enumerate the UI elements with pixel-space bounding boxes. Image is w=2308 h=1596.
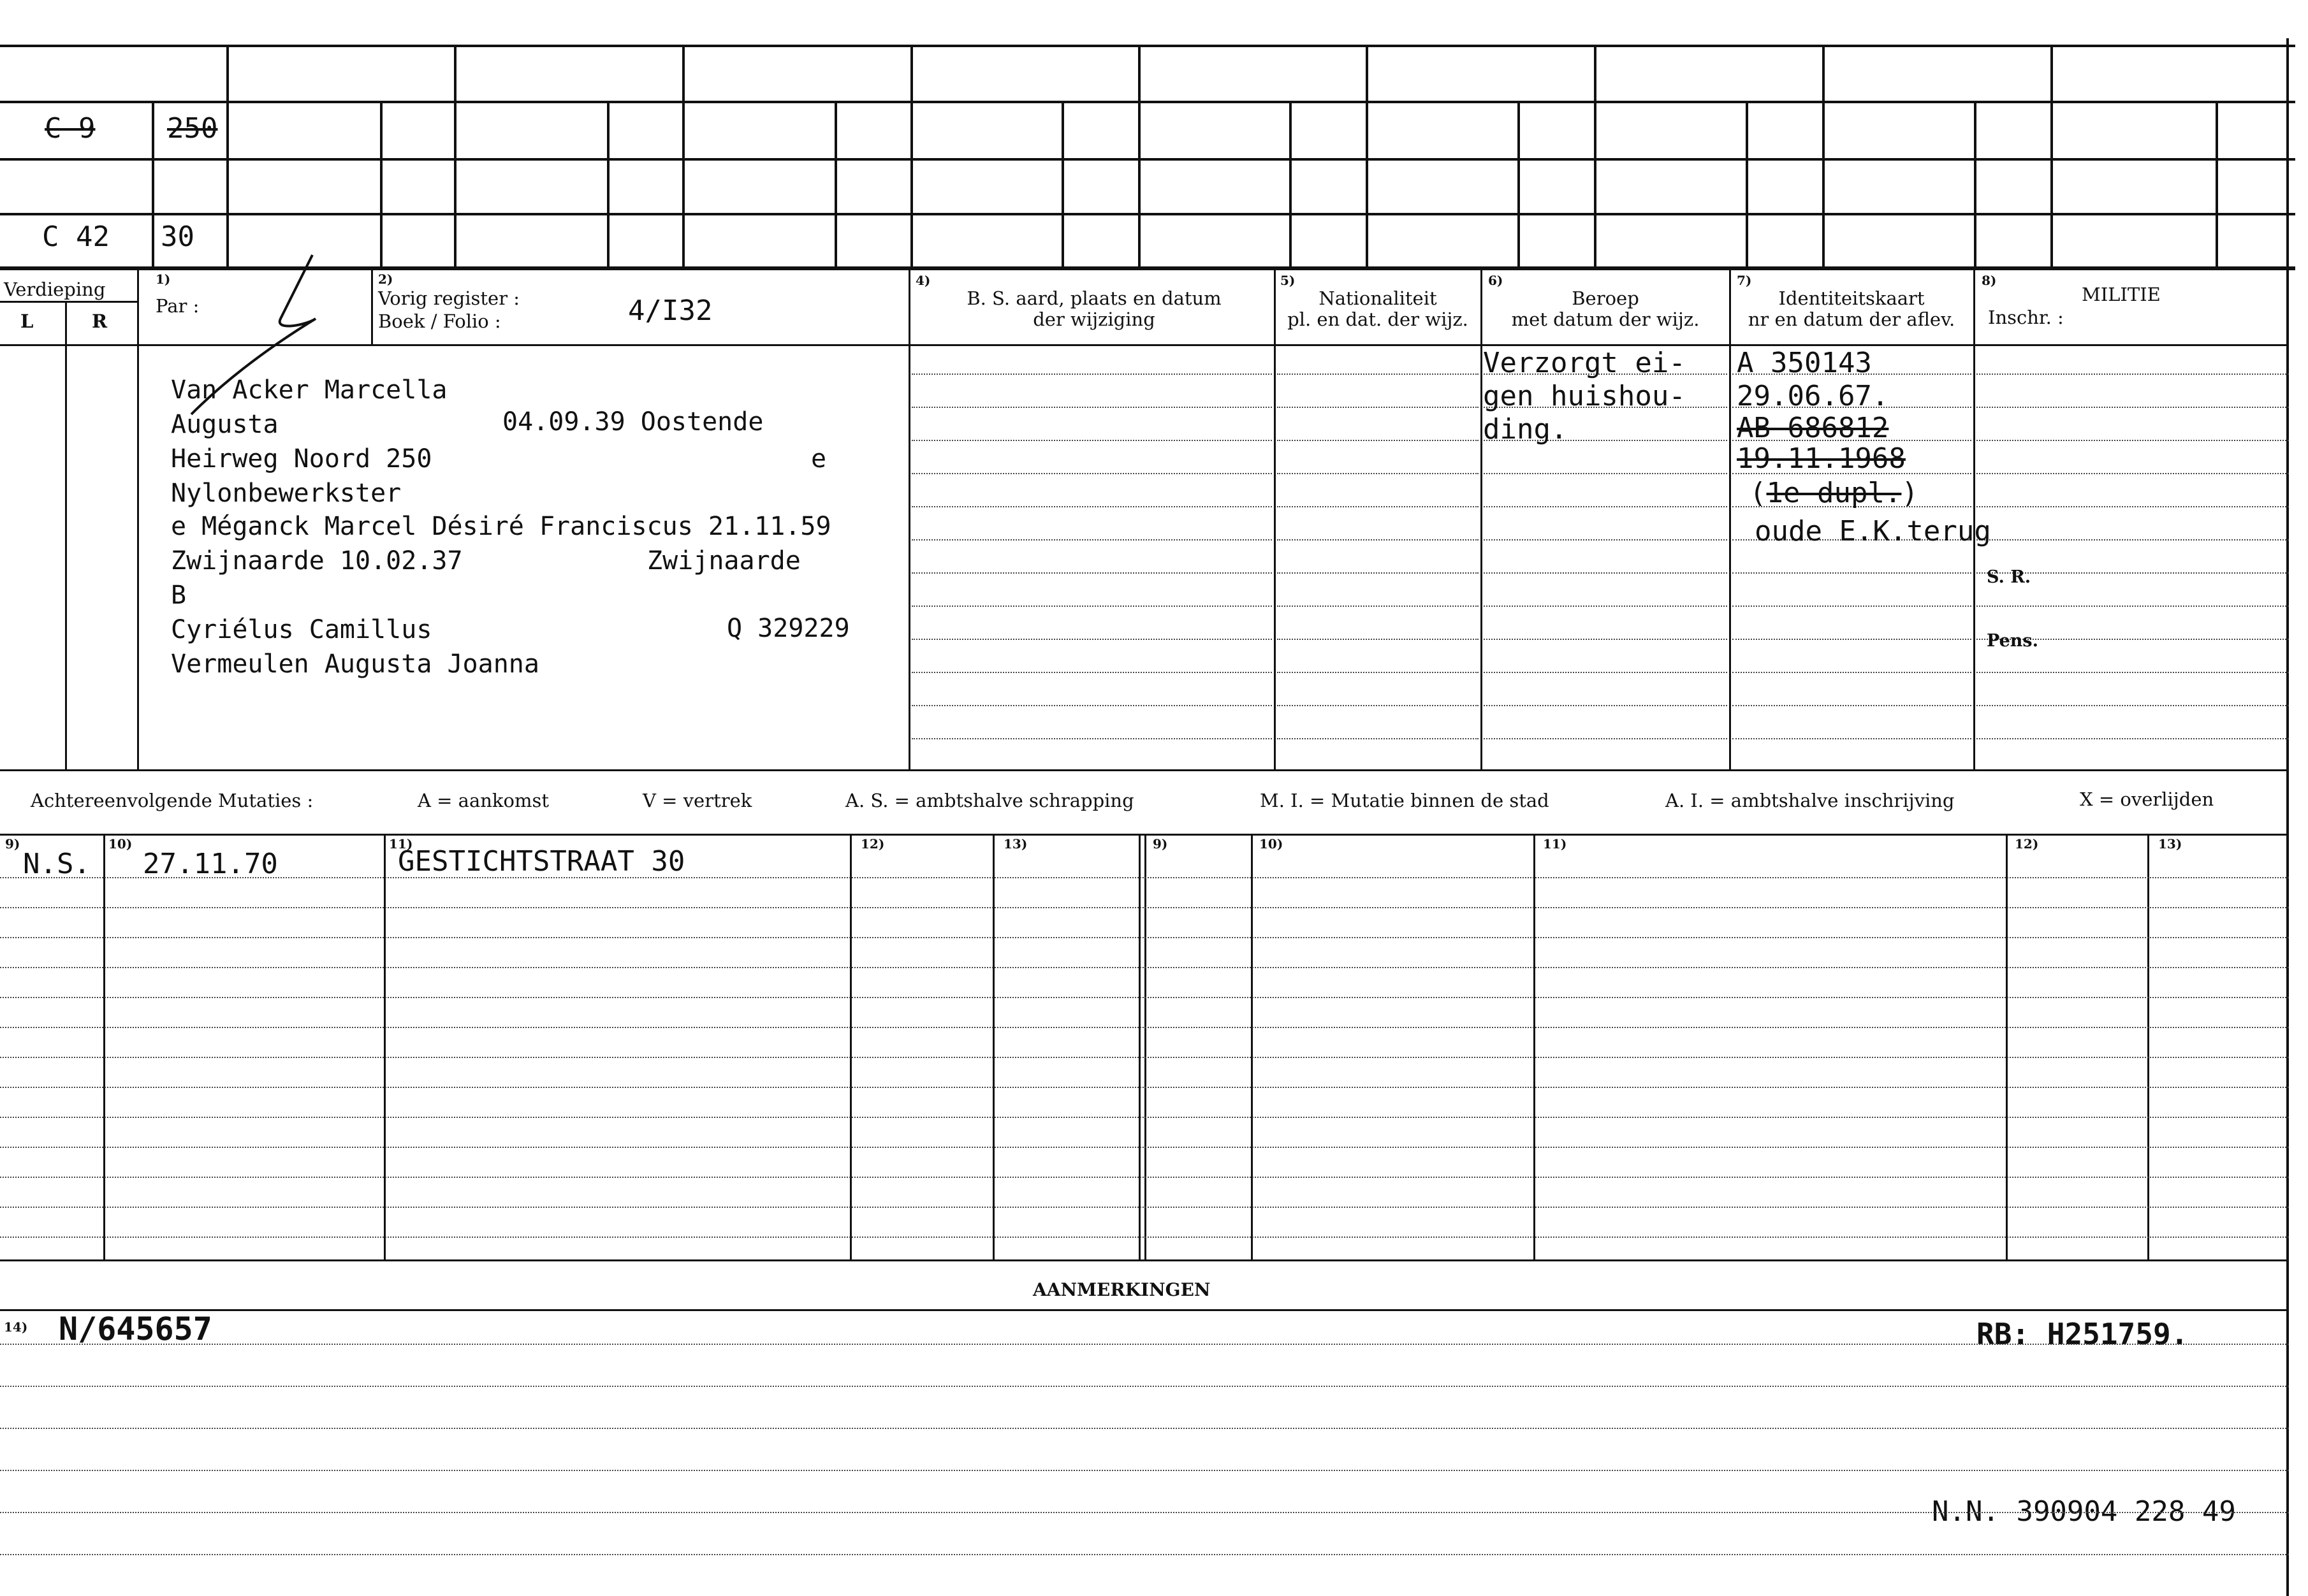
ruling-line: [0, 1428, 2289, 1429]
person-line-9: Vermeulen Augusta Joanna: [171, 649, 539, 679]
mut-col-num: 11): [1543, 836, 1567, 852]
mutaties-top-line: [0, 769, 2289, 771]
mutatie-a: A = aankomst: [418, 790, 550, 811]
bs-header-line1: B. S. aard, plaats en datum: [967, 287, 1222, 309]
mut-col-num: 13): [2158, 836, 2182, 852]
top-code-1: C 9: [45, 112, 96, 145]
person-line-6: Zwijnaarde 10.02.37: [171, 546, 463, 576]
beroep-line-1: Verzorgt ei-: [1483, 347, 1686, 379]
ruling-line: [1277, 539, 1479, 540]
ruling-line: [1976, 606, 2289, 607]
top-grid-vline: [1366, 45, 1368, 268]
mutation-vline: [2147, 834, 2149, 1259]
id-line-3: AB 686812: [1737, 412, 1889, 444]
id-line-6: oude E.K.terug: [1755, 515, 1991, 548]
id-line-5: [1749, 479, 1918, 507]
par-label: Par :: [156, 295, 200, 317]
ruling-line: [1976, 407, 2289, 408]
mutation-grid-bottom: [0, 1259, 2289, 1261]
top-grid-vline: [835, 101, 837, 268]
boek-folio-label: Boek / Folio :: [378, 310, 501, 332]
ruling-line: [912, 440, 1272, 441]
ruling-line: [912, 539, 1272, 540]
header-vline: [1274, 268, 1276, 769]
ruling-line: [1484, 606, 1727, 607]
mut-col-num: 11): [389, 836, 413, 852]
ruling-line: [912, 639, 1272, 640]
col-num-5: 5): [1280, 273, 1296, 288]
identiteitskaart-header: [1730, 288, 1973, 331]
ruling-line: [1732, 639, 1971, 640]
mutation-vline: [1144, 834, 1146, 1259]
nationaliteit-line1: Nationaliteit: [1318, 287, 1437, 309]
bs-header: [916, 288, 1273, 331]
id-line-4: 19.11.1968: [1737, 442, 1906, 475]
ruling-line: [0, 1117, 2289, 1118]
ruling-line: [0, 877, 2289, 878]
ruling-line: [0, 1147, 2289, 1148]
top-grid-vline: [1289, 101, 1292, 268]
top-grid-vline: [1974, 101, 1976, 268]
person-line-8: Cyriélus Camillus: [171, 615, 432, 644]
ruling-line: [1732, 738, 1971, 739]
top-grid-vline: [1746, 101, 1748, 268]
ruling-line: [1976, 440, 2289, 441]
ruling-line: [1277, 606, 1479, 607]
vorig-register-label: Vorig register :: [378, 287, 520, 309]
mutation-vline: [103, 834, 105, 1259]
top-grid-vline: [1594, 45, 1596, 268]
top-value-2: 30: [161, 221, 194, 253]
ruling-line: [1277, 440, 1479, 441]
person-line-4: Nylonbewerkster: [171, 479, 402, 508]
top-grid-line: [0, 45, 2295, 47]
body-vline: [909, 344, 910, 769]
ruling-line: [0, 1057, 2289, 1058]
ruling-line: [1277, 572, 1479, 574]
ruling-line: [912, 606, 1272, 607]
mutaties-title: Achtereenvolgende Mutaties :: [31, 790, 314, 811]
mutation-address: GESTICHTSTRAAT 30: [398, 845, 685, 878]
mutation-vline: [384, 834, 386, 1259]
sr-label: S. R.: [1987, 567, 2031, 587]
identiteitskaart-line1: Identiteitskaart: [1778, 287, 1925, 309]
id-line-1: A 350143: [1737, 347, 1872, 379]
right-border: [2286, 38, 2289, 1596]
top-grid-vline: [1138, 45, 1141, 268]
ruling-line: [912, 738, 1272, 739]
top-grid-vline: [1822, 45, 1825, 268]
ruling-line: [1277, 672, 1479, 673]
mut-col-num: 10): [108, 836, 133, 852]
verdieping-l: L: [20, 310, 34, 332]
person-line-5: e Méganck Marcel Désiré Franciscus 21.11.59: [171, 512, 831, 541]
ruling-line: [1976, 473, 2289, 474]
ruling-line: [0, 997, 2289, 998]
id-line-2: 29.06.67.: [1737, 380, 1889, 412]
top-grid-vline: [380, 101, 383, 268]
ruling-line: [0, 1237, 2289, 1238]
ruling-line: [912, 374, 1272, 375]
header-vline: [1729, 268, 1731, 769]
identiteitskaart-line2: nr en datum der aflev.: [1748, 308, 1955, 331]
mut-col-num: 10): [1259, 836, 1283, 852]
mutation-vline: [2006, 834, 2008, 1259]
ruling-line: [1484, 572, 1727, 574]
top-grid-line: [0, 158, 2295, 161]
col-num-6: 6): [1488, 273, 1503, 288]
person-e-mark: e: [811, 444, 827, 474]
ruling-line: [1484, 506, 1727, 507]
top-grid-vline: [1062, 101, 1064, 268]
ruling-line: [0, 937, 2289, 938]
person-line-7: B: [171, 581, 187, 610]
nationaliteit-header: [1275, 288, 1480, 331]
ruling-line: [1277, 639, 1479, 640]
bs-header-line2: der wijziging: [1033, 308, 1155, 331]
verdieping-lr-divider: [65, 301, 67, 769]
ruling-line: [0, 1087, 2289, 1088]
ruling-line: [912, 506, 1272, 507]
mut-col-num: 9): [5, 836, 20, 852]
top-grid-line: [0, 101, 2295, 103]
ruling-line: [0, 1470, 2289, 1471]
ruling-line: [1484, 705, 1727, 706]
person-q-number: Q 329229: [727, 614, 850, 643]
mutatie-v: V = vertrek: [643, 790, 752, 811]
ruling-line: [1732, 606, 1971, 607]
mut-col-num: 12): [2015, 836, 2039, 852]
col-num-1: 1): [156, 272, 171, 287]
remarks-nn: N.N. 390904 228 49: [1932, 1495, 2236, 1528]
mutation-vline: [1251, 834, 1253, 1259]
col-num-2: 2): [378, 272, 393, 287]
mutatie-x: X = overlijden: [2080, 788, 2214, 810]
ruling-line: [1976, 705, 2289, 706]
militie-label: MILITIE: [2082, 284, 2161, 305]
top-grid-vline: [1517, 101, 1520, 268]
col-num-7: 7): [1737, 273, 1752, 288]
person-line-2: Augusta: [171, 410, 279, 439]
id-line-5-struck: 1e dupl.: [1766, 477, 1902, 509]
register-value: 4/I32: [628, 294, 713, 327]
mutatie-mi: M. I. = Mutatie binnen de stad: [1260, 790, 1549, 811]
ruling-line: [912, 473, 1272, 474]
col-num-8: 8): [1982, 273, 1997, 288]
ruling-line: [0, 907, 2289, 908]
ruling-line: [1976, 506, 2289, 507]
mutatie-as: A. S. = ambtshalve schrapping: [845, 790, 1134, 811]
top-grid-vline: [454, 45, 456, 268]
top-grid-line: [0, 213, 2295, 215]
nationaliteit-line2: pl. en dat. der wijz.: [1287, 308, 1468, 331]
ruling-line: [0, 1177, 2289, 1178]
verdieping-r: R: [92, 310, 108, 332]
ruling-line: [0, 967, 2289, 968]
mut-col-num: 12): [861, 836, 885, 852]
ruling-line: [1277, 738, 1479, 739]
person-birthplace2: Zwijnaarde: [647, 546, 801, 576]
ruling-line: [1277, 473, 1479, 474]
mutation-vline: [993, 834, 995, 1259]
mutation-vline: [850, 834, 852, 1259]
pens-label: Pens.: [1987, 631, 2038, 651]
ruling-line: [1484, 473, 1727, 474]
ruling-line: [0, 1207, 2289, 1208]
ruling-line: [0, 1386, 2289, 1387]
beroep-line-3: ding.: [1483, 413, 1568, 446]
verdieping-label: Verdieping: [4, 279, 106, 300]
top-grid-vline: [226, 45, 229, 268]
ruling-line: [912, 572, 1272, 574]
mutation-date: 27.11.70: [143, 848, 278, 880]
ruling-line: [1976, 738, 2289, 739]
mutation-vline: [1533, 834, 1535, 1259]
inschr-label: Inschr. :: [1988, 307, 2064, 328]
aanmerkingen-title: AANMERKINGEN: [1033, 1279, 1211, 1300]
mutatie-ai: A. I. = ambtshalve inschrijving: [1665, 790, 1955, 811]
top-grid-vline: [2216, 101, 2218, 268]
top-value-1: 250: [167, 112, 218, 145]
header-vline: [371, 268, 373, 344]
ruling-line: [1732, 572, 1971, 574]
ruling-line: [1484, 639, 1727, 640]
top-grid-line: [0, 266, 2295, 270]
remarks-n-number: N/645657: [59, 1310, 212, 1347]
ruling-line: [1484, 539, 1727, 540]
mutation-code: N.S.: [23, 848, 91, 880]
col-num-4: 4): [916, 273, 931, 288]
beroep-line-2: gen huishou-: [1483, 380, 1686, 412]
id-line-5-open: (: [1749, 477, 1767, 509]
ruling-line: [1277, 705, 1479, 706]
header-vline: [1480, 268, 1482, 769]
ruling-line: [0, 1344, 2289, 1345]
header-vline: [137, 268, 139, 769]
verdieping-divider: [0, 301, 137, 303]
ruling-line: [912, 705, 1272, 706]
person-line-1: Van Acker Marcella: [171, 375, 448, 405]
ruling-line: [1976, 374, 2289, 375]
ruling-line: [1277, 506, 1479, 507]
top-grid-vline: [2050, 45, 2053, 268]
mutation-vline: [1139, 834, 1141, 1259]
ruling-line: [0, 1512, 2289, 1513]
beroep-line1: Beroep: [1572, 287, 1639, 309]
beroep-line2: met datum der wijz.: [1511, 308, 1700, 331]
ruling-line: [1484, 738, 1727, 739]
person-birth: 04.09.39 Oostende: [502, 407, 764, 437]
ruling-line: [1484, 672, 1727, 673]
ruling-line: [1732, 672, 1971, 673]
top-grid-vline: [607, 101, 610, 268]
ruling-line: [1976, 672, 2289, 673]
top-code-2: C 42: [42, 221, 110, 253]
ruling-line: [912, 672, 1272, 673]
ruling-line: [1976, 539, 2289, 540]
id-line-5-close: ): [1901, 477, 1918, 509]
aanmerkingen-line: [0, 1309, 2289, 1311]
mut-col-num: 13): [1004, 836, 1028, 852]
person-line-3: Heirweg Noord 250: [171, 444, 432, 474]
ruling-line: [1277, 374, 1479, 375]
ruling-line: [1732, 705, 1971, 706]
remarks-num: 14): [4, 1319, 28, 1335]
ruling-line: [0, 1027, 2289, 1028]
ruling-line: [1277, 407, 1479, 408]
remarks-rb: RB: H251759.: [1976, 1317, 2189, 1351]
mut-col-num: 9): [1153, 836, 1168, 852]
ruling-line: [912, 407, 1272, 408]
top-grid-vline: [910, 45, 913, 268]
ruling-line: [0, 1554, 2289, 1555]
top-grid-vline: [682, 45, 685, 268]
beroep-header: [1482, 288, 1729, 331]
top-grid-vline: [152, 101, 154, 268]
